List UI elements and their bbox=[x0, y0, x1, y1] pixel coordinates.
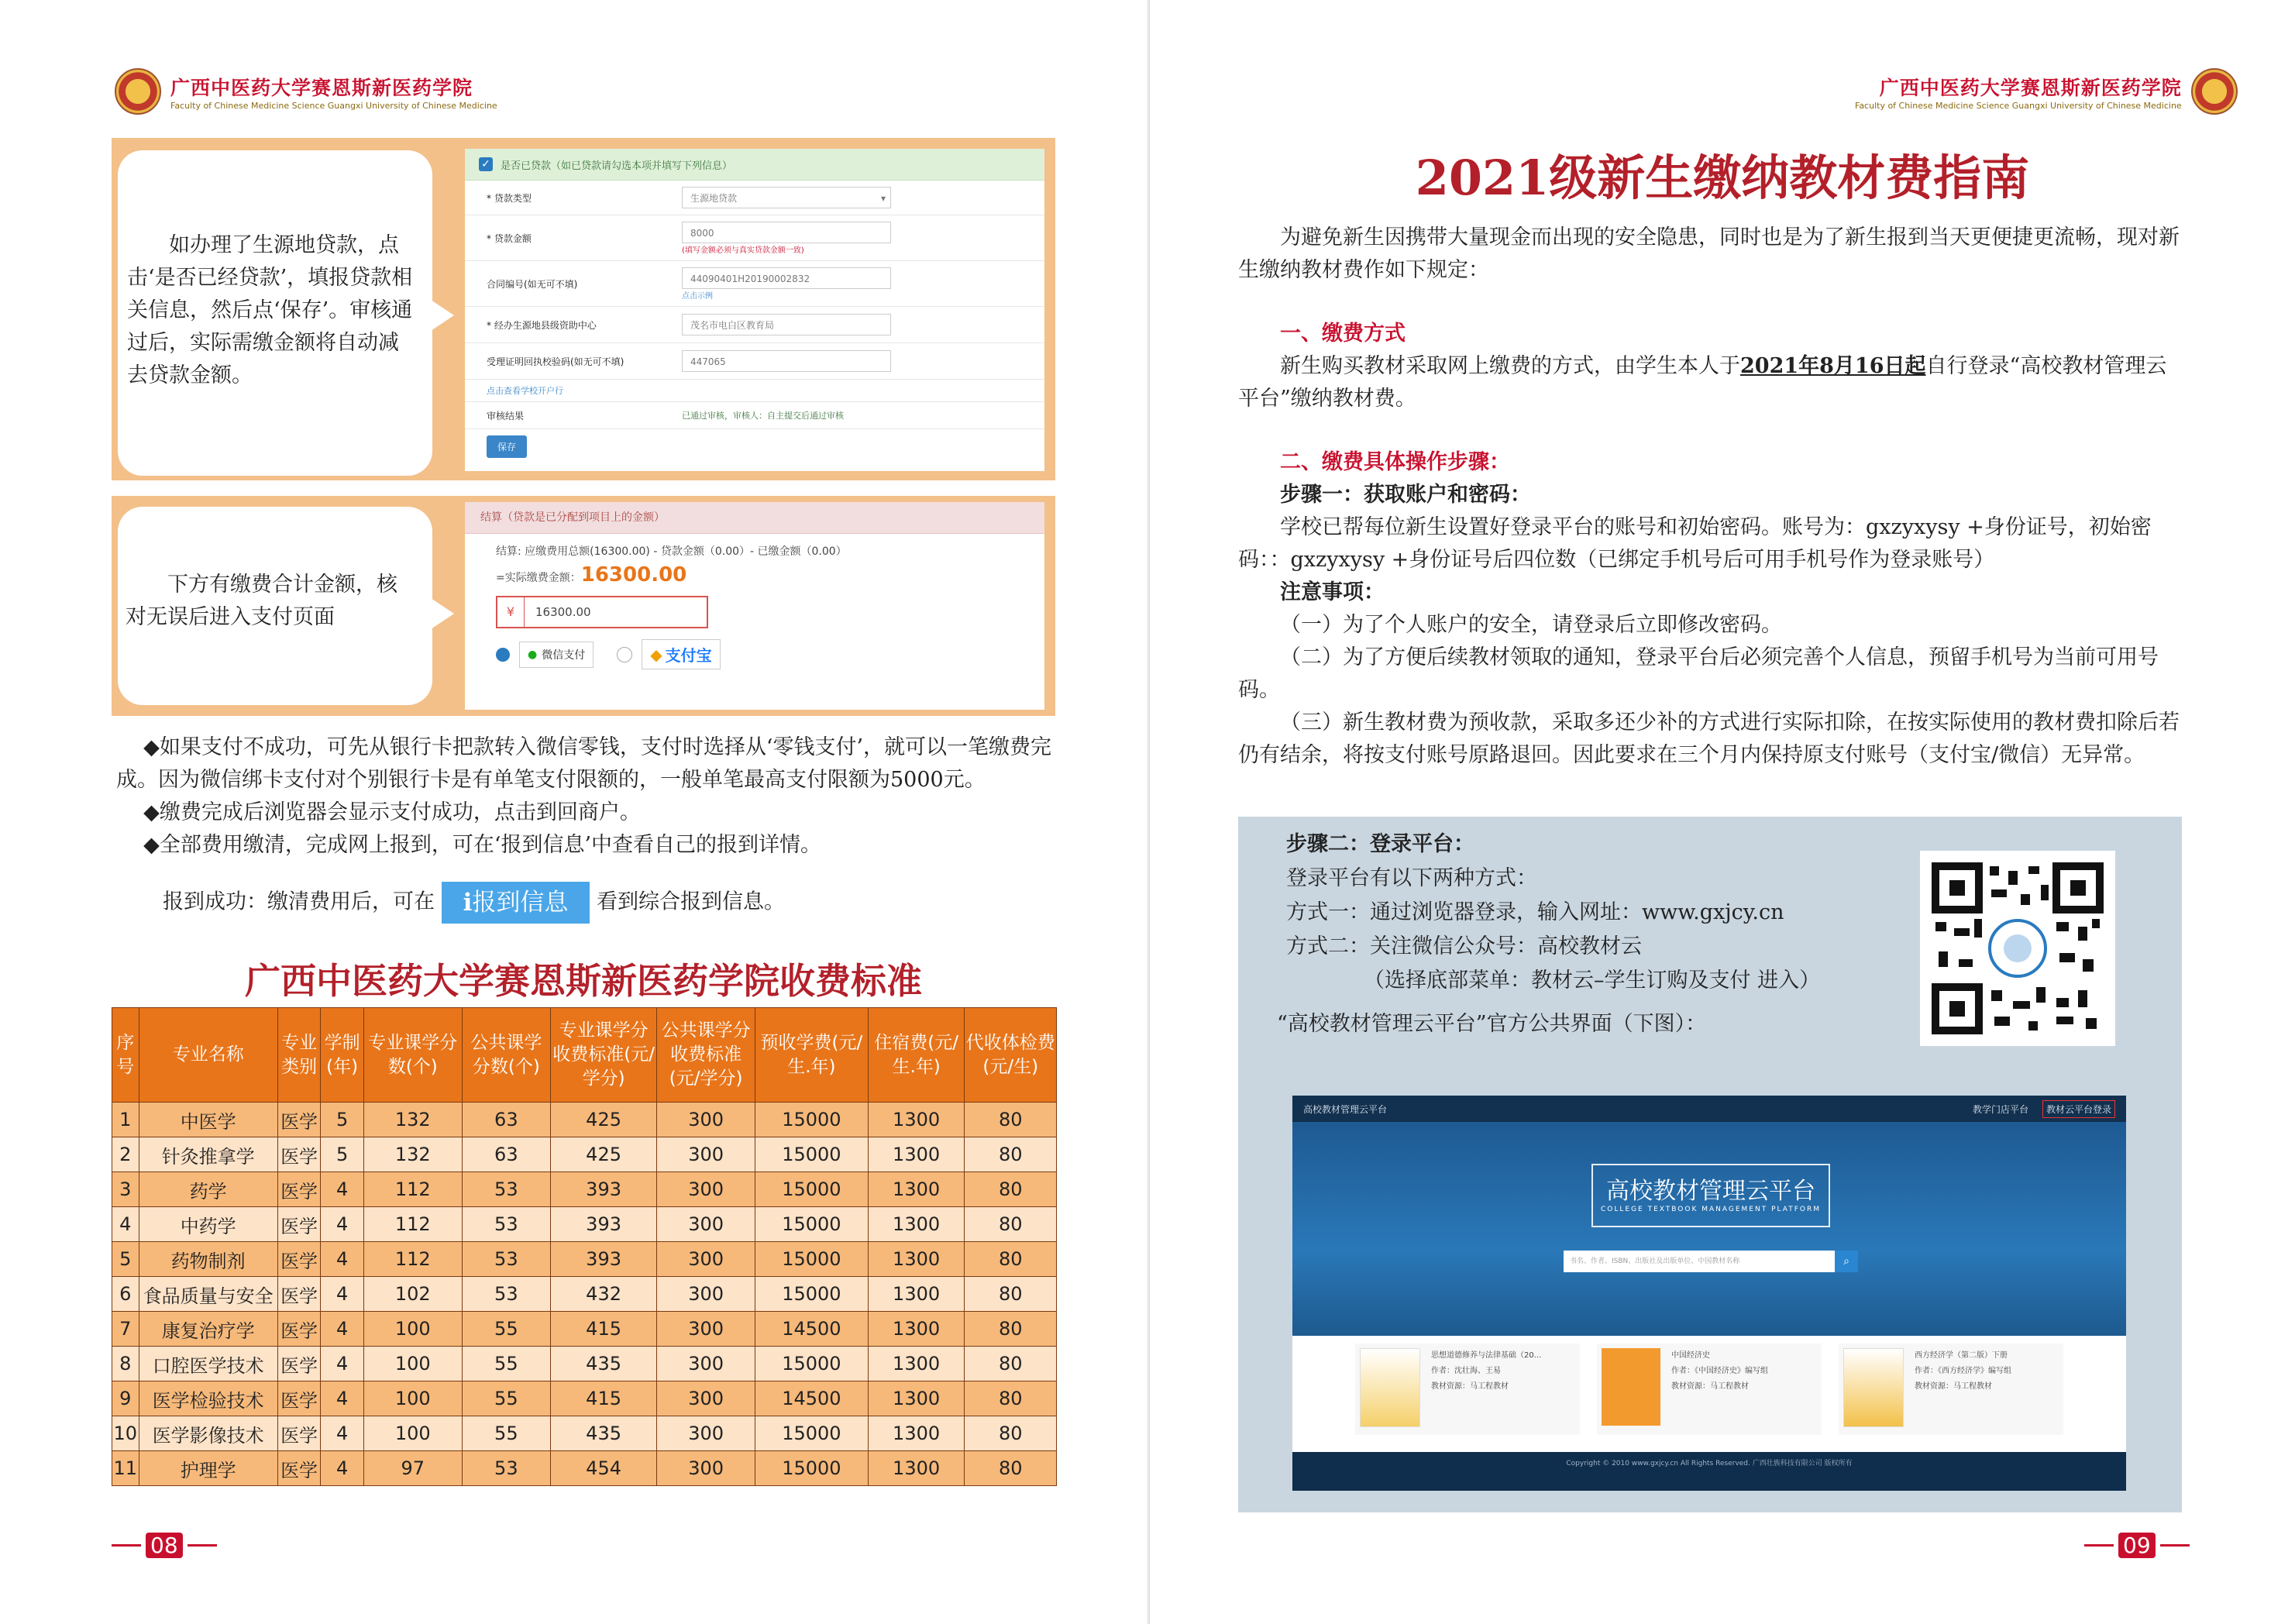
table-cell: 393 bbox=[550, 1207, 656, 1242]
school-emblem-icon bbox=[2191, 68, 2238, 115]
table-cell: 15000 bbox=[755, 1137, 869, 1172]
table-cell: 432 bbox=[550, 1277, 656, 1312]
table-cell: 300 bbox=[657, 1416, 755, 1451]
table-cell: 医学 bbox=[277, 1137, 321, 1172]
table-cell: 15000 bbox=[755, 1242, 869, 1277]
step2-line-4: （选择底部菜单：教材云–学生订购及支付 进入） bbox=[1364, 969, 1821, 993]
wechat-icon: ● bbox=[528, 648, 538, 661]
notice-3: （三）新生教材费为预收款，采取多还少补的方式进行实际扣除，在按实际使用的教材费扣除后若仍有结余，将按支付账号原路退回。因此要求在三个月内保持原支付账号（支付宝/微信）无异常。 bbox=[1238, 710, 2180, 767]
col-header: 专业名称 bbox=[139, 1008, 277, 1103]
col-header: 学制(年) bbox=[321, 1008, 364, 1103]
book-card[interactable] bbox=[1355, 1344, 1580, 1435]
table-cell: 4 bbox=[321, 1416, 364, 1451]
table-cell: 1300 bbox=[868, 1172, 965, 1207]
table-cell: 医学 bbox=[277, 1242, 321, 1277]
table-cell: 63 bbox=[462, 1103, 550, 1137]
table-cell: 中医学 bbox=[139, 1103, 277, 1137]
table-cell: 1 bbox=[112, 1103, 139, 1137]
report-prefix: 报到成功：缴清费用后，可在 bbox=[163, 889, 435, 914]
table-cell: 425 bbox=[550, 1137, 656, 1172]
table-cell: 425 bbox=[550, 1103, 656, 1137]
summary-section bbox=[112, 496, 1055, 716]
fee-table-title: 广西中医药大学赛恩斯新医药学院收费标准 bbox=[245, 960, 922, 1002]
table-cell: 100 bbox=[363, 1381, 462, 1416]
table-cell: 435 bbox=[550, 1416, 656, 1451]
school-name-en: Faculty of Chinese Medicine Science Guangxi University of Chinese Medicine bbox=[170, 100, 497, 111]
table-cell: 7 bbox=[112, 1312, 139, 1347]
contract-example-link[interactable]: 点击示例 bbox=[682, 291, 713, 301]
section1-text-a: 新生购买教材采取网上缴费的方式，由学生本人于 bbox=[1280, 354, 1740, 378]
table-cell: 医学 bbox=[277, 1451, 321, 1486]
table-cell: 4 bbox=[321, 1381, 364, 1416]
table-cell: 15000 bbox=[755, 1277, 869, 1312]
book-card[interactable] bbox=[1597, 1344, 1822, 1435]
table-row bbox=[112, 1416, 1057, 1451]
book-source: 教材资源：马工程教材 bbox=[1671, 1382, 1749, 1391]
col-header: 专业类别 bbox=[277, 1008, 321, 1103]
table-cell: 55 bbox=[462, 1347, 550, 1381]
table-row bbox=[112, 1242, 1057, 1277]
book-cover-icon bbox=[1360, 1348, 1420, 1427]
summary-instruction: 下方有缴费合计金额，核对无误后进入支付页面 bbox=[118, 507, 432, 705]
table-cell: 300 bbox=[657, 1451, 755, 1486]
table-cell: 300 bbox=[657, 1172, 755, 1207]
table-cell: 14500 bbox=[755, 1312, 869, 1347]
table-cell: 53 bbox=[462, 1451, 550, 1486]
start-date: 2021年8月16日起 bbox=[1740, 354, 1926, 378]
site-hero-title: 高校教材管理云平台 bbox=[1606, 1178, 1815, 1205]
table-cell: 100 bbox=[363, 1416, 462, 1451]
page-number: 09 bbox=[2118, 1533, 2156, 1558]
table-cell: 4 bbox=[321, 1242, 364, 1277]
school-emblem-icon bbox=[115, 68, 161, 115]
table-cell: 63 bbox=[462, 1137, 550, 1172]
table-cell: 医学 bbox=[277, 1277, 321, 1312]
table-cell: 300 bbox=[657, 1242, 755, 1277]
book-card[interactable] bbox=[1839, 1344, 2063, 1435]
site-nav-link[interactable]: 教学门店平台 bbox=[1972, 1103, 2028, 1115]
audit-label: 审核结果 bbox=[487, 410, 525, 421]
table-cell: 4 bbox=[321, 1207, 364, 1242]
section2-title: 二、缴费具体操作步骤： bbox=[1280, 450, 1510, 474]
center-input[interactable]: 茂名市电白区教育局 bbox=[682, 314, 891, 335]
loan-amount-note: (填写金额必须与真实贷款金额一致) bbox=[682, 246, 804, 255]
table-cell: 53 bbox=[462, 1242, 550, 1277]
table-cell: 80 bbox=[965, 1347, 1057, 1381]
header-logo-right bbox=[1855, 68, 2238, 115]
table-cell: 医学 bbox=[277, 1381, 321, 1416]
table-cell: 80 bbox=[965, 1451, 1057, 1486]
table-cell: 医学检验技术 bbox=[139, 1381, 277, 1416]
table-cell: 医学 bbox=[277, 1207, 321, 1242]
notice-2: （二）为了方便后续教材领取的通知，登录平台后必须完善个人信息，预留手机号为当前可用号码。 bbox=[1238, 645, 2159, 702]
page-number-right bbox=[2084, 1533, 2190, 1558]
col-header: 预收学费(元/生.年) bbox=[755, 1008, 869, 1103]
table-cell: 食品质量与安全 bbox=[139, 1277, 277, 1312]
table-row bbox=[112, 1172, 1057, 1207]
table-cell: 医学 bbox=[277, 1416, 321, 1451]
col-header: 公共课学分数(个) bbox=[462, 1008, 550, 1103]
table-cell: 15000 bbox=[755, 1347, 869, 1381]
table-cell: 435 bbox=[550, 1347, 656, 1381]
table-cell: 55 bbox=[462, 1381, 550, 1416]
step2-line-2: 方式一：通过浏览器登录，输入网址：www.gxjcy.cn bbox=[1286, 900, 1784, 924]
table-cell: 80 bbox=[965, 1172, 1057, 1207]
col-header: 公共课学分收费标准(元/学分) bbox=[657, 1008, 755, 1103]
report-line bbox=[163, 882, 1054, 924]
table-cell: 11 bbox=[112, 1451, 139, 1486]
table-cell: 4 bbox=[321, 1451, 364, 1486]
table-cell: 医学 bbox=[277, 1103, 321, 1137]
alipay-label: 支付宝 bbox=[665, 646, 712, 665]
table-cell: 5 bbox=[112, 1242, 139, 1277]
table-cell: 6 bbox=[112, 1277, 139, 1312]
table-cell: 112 bbox=[363, 1242, 462, 1277]
table-cell: 医学 bbox=[277, 1347, 321, 1381]
platform-screenshot bbox=[1292, 1096, 2126, 1491]
loan-instruction: 如办理了生源地贷款，点击‘是否已经贷款’，填报贷款相关信息，然后点‘保存’。审核通过后，实际需缴金额将自动减去贷款金额。 bbox=[118, 150, 432, 476]
table-row bbox=[112, 1451, 1057, 1486]
step1-text: 学校已帮每位新生设置好登录平台的账号和初始密码。账号为：gxzyxysy +身份证号，初始密码：：gxzyxysy +身份证号后四位数（已绑定手机号后可用手机号作为登录账号） bbox=[1238, 515, 2152, 572]
col-header: 代收体检费(元/生) bbox=[965, 1008, 1057, 1103]
intro-paragraph: 为避免新生因携带大量现金而出现的安全隐患，同时也是为了新生报到当天更便捷更流畅，现对新生缴纳教材费作如下规定： bbox=[1238, 225, 2180, 282]
loan-form-header: 是否已贷款（如已贷款请勾选本项并填写下列信息） bbox=[501, 160, 733, 172]
table-cell: 80 bbox=[965, 1242, 1057, 1277]
alipay-radio[interactable] bbox=[617, 647, 632, 662]
table-cell: 药学 bbox=[139, 1172, 277, 1207]
step1-title: 步骤一：获取账户和密码： bbox=[1280, 483, 1531, 507]
table-cell: 1300 bbox=[868, 1103, 965, 1137]
table-cell: 5 bbox=[321, 1137, 364, 1172]
table-cell: 4 bbox=[321, 1347, 364, 1381]
summary-screenshot bbox=[465, 502, 1044, 710]
table-row bbox=[112, 1277, 1057, 1312]
table-cell: 132 bbox=[363, 1137, 462, 1172]
table-cell: 1300 bbox=[868, 1137, 965, 1172]
receipt-code-label: 受理证明回执校验码(如无可不填) bbox=[487, 356, 625, 367]
table-cell: 80 bbox=[965, 1103, 1057, 1137]
table-cell: 15000 bbox=[755, 1103, 869, 1137]
book-source: 教材资源：马工程教材 bbox=[1431, 1382, 1509, 1391]
alipay-option[interactable] bbox=[642, 639, 720, 669]
table-cell: 300 bbox=[657, 1277, 755, 1312]
loan-type-label: * 贷款类型 bbox=[487, 192, 532, 204]
contract-input[interactable]: 44090401H20190002832 bbox=[682, 267, 891, 289]
table-cell: 100 bbox=[363, 1347, 462, 1381]
note-2: ◆缴费完成后浏览器会显示支付成功，点击到回商户。 bbox=[143, 800, 641, 824]
shield-icon: ◆ bbox=[650, 645, 662, 664]
contract-label: 合同编号(如无可不填) bbox=[487, 278, 578, 290]
report-info-button[interactable] bbox=[442, 882, 590, 924]
table-cell: 14500 bbox=[755, 1381, 869, 1416]
table-cell: 112 bbox=[363, 1172, 462, 1207]
table-cell: 4 bbox=[321, 1277, 364, 1312]
loan-amount-input[interactable]: 8000 bbox=[682, 222, 891, 243]
table-cell: 300 bbox=[657, 1347, 755, 1381]
table-cell: 300 bbox=[657, 1381, 755, 1416]
school-name-cn: 广西中医药大学赛恩斯新医药学院 bbox=[170, 76, 473, 99]
school-name-cn: 广西中医药大学赛恩斯新医药学院 bbox=[1879, 76, 2182, 99]
bank-account-link[interactable]: 点击查看学校开户行 bbox=[465, 380, 1044, 402]
table-cell: 15000 bbox=[755, 1416, 869, 1451]
col-header: 专业课学分数(个) bbox=[363, 1008, 462, 1103]
book-source: 教材资源：马工程教材 bbox=[1915, 1382, 1992, 1391]
left-page bbox=[0, 0, 1147, 1624]
table-cell: 53 bbox=[462, 1277, 550, 1312]
table-cell: 15000 bbox=[755, 1207, 869, 1242]
table-cell: 4 bbox=[321, 1172, 364, 1207]
wechat-radio[interactable] bbox=[496, 648, 510, 662]
table-cell: 3 bbox=[112, 1172, 139, 1207]
page-title: 2021级新生缴纳教材费指南 bbox=[1415, 150, 2030, 206]
site-footer: Copyright © 2010 www.gxjcy.cn All Rights Reserved. 广西壮族科技有限公司 版权所有 bbox=[1292, 1452, 2126, 1491]
table-cell: 80 bbox=[965, 1277, 1057, 1312]
table-cell: 55 bbox=[462, 1416, 550, 1451]
site-login-button[interactable]: 教材云平台登录 bbox=[2042, 1100, 2115, 1118]
notice-title: 注意事项： bbox=[1280, 580, 1385, 604]
notice-1: （一）为了个人账户的安全，请登录后立即修改密码。 bbox=[1280, 613, 1782, 637]
section1-title: 一、缴费方式 bbox=[1280, 322, 1406, 346]
page-number: 08 bbox=[146, 1533, 183, 1558]
table-cell: 10 bbox=[112, 1416, 139, 1451]
table-cell: 102 bbox=[363, 1277, 462, 1312]
book-author: 作者：《西方经济学》编写组 bbox=[1915, 1367, 2011, 1375]
step2-line-1: 登录平台有以下两种方式： bbox=[1286, 866, 1537, 890]
table-cell: 454 bbox=[550, 1451, 656, 1486]
table-cell: 8 bbox=[112, 1347, 139, 1381]
qr-code-icon bbox=[1920, 851, 2115, 1046]
table-cell: 415 bbox=[550, 1312, 656, 1347]
center-label: * 经办生源地县级资助中心 bbox=[487, 319, 597, 331]
checkbox-icon[interactable]: ✓ bbox=[479, 157, 493, 171]
loan-amount-label: * 贷款金额 bbox=[487, 232, 532, 244]
note-3: ◆全部费用缴清，完成网上报到，可在‘报到信息’中查看自己的报到详情。 bbox=[143, 833, 822, 857]
table-cell: 55 bbox=[462, 1312, 550, 1347]
header-logo bbox=[115, 68, 497, 115]
table-cell: 康复治疗学 bbox=[139, 1312, 277, 1347]
table-cell: 300 bbox=[657, 1137, 755, 1172]
section1-text bbox=[1238, 350, 2185, 415]
col-header: 专业课学分收费标准(元/学分) bbox=[550, 1008, 656, 1103]
actual-amount-label: =实际缴费金额： bbox=[496, 572, 581, 584]
table-cell: 80 bbox=[965, 1312, 1057, 1347]
table-cell: 医学影像技术 bbox=[139, 1416, 277, 1451]
step2-box bbox=[1238, 817, 2182, 1512]
chevron-down-icon: ▾ bbox=[880, 193, 886, 204]
table-row bbox=[112, 1137, 1057, 1172]
summary-formula: 结算: 应缴费用总额(16300.00) - 贷款金额（0.00）- 已缴金额（0.00） bbox=[496, 545, 847, 558]
loan-form-screenshot bbox=[465, 149, 1044, 471]
guide-body bbox=[1238, 222, 2185, 772]
table-cell: 针灸推拿学 bbox=[139, 1137, 277, 1172]
table-cell: 80 bbox=[965, 1137, 1057, 1172]
actual-amount-value: 16300.00 bbox=[580, 563, 687, 587]
school-name-en: Faculty of Chinese Medicine Science Guangxi University of Chinese Medicine bbox=[1855, 100, 2182, 111]
table-cell: 1300 bbox=[868, 1207, 965, 1242]
book-title: 思想道德修养与法律基础（20... bbox=[1431, 1351, 1542, 1360]
table-row bbox=[112, 1103, 1057, 1137]
table-cell: 112 bbox=[363, 1207, 462, 1242]
receipt-code-input[interactable]: 447065 bbox=[682, 350, 891, 372]
site-nav-title: 高校教材管理云平台 bbox=[1303, 1103, 1388, 1115]
table-cell: 300 bbox=[657, 1312, 755, 1347]
table-row bbox=[112, 1381, 1057, 1416]
table-cell: 415 bbox=[550, 1381, 656, 1416]
table-cell: 9 bbox=[112, 1381, 139, 1416]
table-cell: 2 bbox=[112, 1137, 139, 1172]
table-cell: 132 bbox=[363, 1103, 462, 1137]
table-cell: 393 bbox=[550, 1172, 656, 1207]
table-cell: 4 bbox=[321, 1312, 364, 1347]
table-cell: 15000 bbox=[755, 1172, 869, 1207]
summary-header: 结算（贷款是已分配到项目上的金额） bbox=[465, 502, 1044, 534]
table-cell: 80 bbox=[965, 1416, 1057, 1451]
section1-text-b: 自行登录“高校教材管理云平台”缴纳教材费。 bbox=[1238, 354, 2167, 411]
table-row bbox=[112, 1347, 1057, 1381]
table-cell: 1300 bbox=[868, 1347, 965, 1381]
table-cell: 医学 bbox=[277, 1312, 321, 1347]
table-cell: 1300 bbox=[868, 1416, 965, 1451]
table-cell: 中药学 bbox=[139, 1207, 277, 1242]
report-info-label: 报到信息 bbox=[472, 889, 569, 917]
table-cell: 药物制剂 bbox=[139, 1242, 277, 1277]
table-cell: 医学 bbox=[277, 1172, 321, 1207]
table-row bbox=[112, 1312, 1057, 1347]
right-page bbox=[1150, 0, 2295, 1624]
search-icon[interactable]: ⌕ bbox=[1835, 1251, 1858, 1272]
table-row bbox=[112, 1207, 1057, 1242]
table-cell: 1300 bbox=[868, 1242, 965, 1277]
table-cell: 80 bbox=[965, 1207, 1057, 1242]
table-cell: 300 bbox=[657, 1207, 755, 1242]
table-cell: 80 bbox=[965, 1381, 1057, 1416]
step2-title: 步骤二：登录平台： bbox=[1286, 832, 1474, 856]
table-cell: 97 bbox=[363, 1451, 462, 1486]
table-cell: 1300 bbox=[868, 1277, 965, 1312]
wechat-pay-option[interactable] bbox=[519, 642, 594, 668]
report-suffix: 看到综合报到信息。 bbox=[596, 889, 785, 914]
table-cell: 15000 bbox=[755, 1451, 869, 1486]
table-cell: 1300 bbox=[868, 1451, 965, 1486]
page-number-left bbox=[112, 1533, 217, 1558]
info-icon: ℹ bbox=[463, 889, 473, 917]
loan-section bbox=[112, 138, 1055, 480]
audit-value: 已通过审核，审核人：自主提交后通过审核 bbox=[682, 411, 844, 421]
table-cell: 5 bbox=[321, 1103, 364, 1137]
note-1: ◆如果支付不成功，可先从银行卡把款转入微信零钱，支付时选择从‘零钱支付’，就可以一笔缴费完成。因为微信绑卡支付对个别银行卡是有单笔支付限额的，一般单笔最高支付限额为5000元。 bbox=[116, 735, 1052, 792]
save-button[interactable]: 保存 bbox=[487, 435, 527, 458]
qr-code[interactable] bbox=[1920, 851, 2115, 1046]
fee-table bbox=[112, 1007, 1057, 1486]
table-cell: 口腔医学技术 bbox=[139, 1347, 277, 1381]
book-author: 作者：沈壮海、王易 bbox=[1431, 1367, 1501, 1375]
book-cover-icon bbox=[1843, 1348, 1904, 1427]
book-title: 西方经济学（第二版）下册 bbox=[1915, 1351, 2008, 1360]
currency-symbol: ¥ bbox=[497, 597, 525, 627]
site-hero-subtitle: COLLEGE TEXTBOOK MANAGEMENT PLATFORM bbox=[1601, 1206, 1821, 1213]
payment-notes bbox=[116, 731, 1055, 862]
loan-type-select[interactable]: 生源地贷款 bbox=[690, 193, 738, 204]
payment-amount-input[interactable]: 16300.00 bbox=[535, 605, 591, 619]
wechat-pay-label: 微信支付 bbox=[542, 649, 586, 662]
table-cell: 393 bbox=[550, 1242, 656, 1277]
book-title: 中国经济史 bbox=[1671, 1351, 1710, 1360]
site-search-input[interactable]: 书名、作者、ISBN、出版社及出版单位、中国教材名称 bbox=[1564, 1251, 1835, 1272]
site-book-list bbox=[1292, 1336, 2126, 1452]
book-cover-icon bbox=[1602, 1348, 1660, 1426]
step2-line-3: 方式二：关注微信公众号：高校教材云 bbox=[1286, 934, 1642, 958]
table-cell: 53 bbox=[462, 1172, 550, 1207]
table-cell: 1300 bbox=[868, 1312, 965, 1347]
table-cell: 100 bbox=[363, 1312, 462, 1347]
col-header: 住宿费(元/生.年) bbox=[868, 1008, 965, 1103]
platform-caption: “高校教材管理云平台”官方公共界面（下图）： bbox=[1277, 1012, 1707, 1036]
table-cell: 1300 bbox=[868, 1381, 965, 1416]
book-author: 作者：《中国经济史》编写组 bbox=[1671, 1367, 1768, 1375]
table-cell: 300 bbox=[657, 1103, 755, 1137]
table-cell: 4 bbox=[112, 1207, 139, 1242]
table-cell: 53 bbox=[462, 1207, 550, 1242]
table-cell: 护理学 bbox=[139, 1451, 277, 1486]
col-header: 序号 bbox=[112, 1008, 139, 1103]
